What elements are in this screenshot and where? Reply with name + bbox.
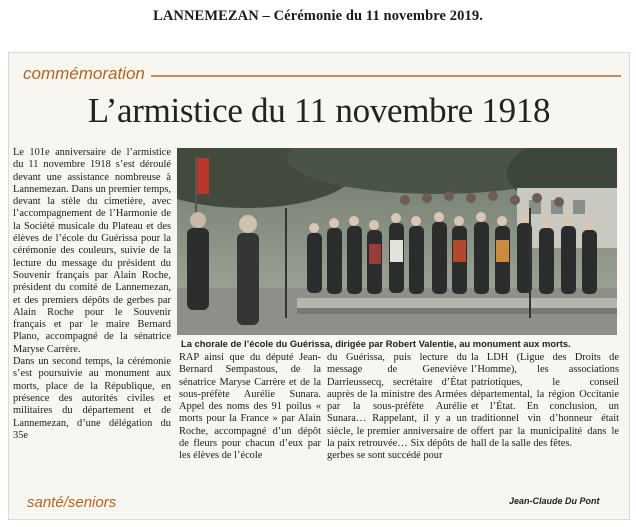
article-headline: L’armistice du 11 novembre 1918 bbox=[87, 91, 551, 130]
author-byline: Jean-Claude Du Pont bbox=[509, 496, 600, 506]
paragraph-2: Dans un second temps, la cérémonie s’est poursuivie au monument aux morts, place de la République, en présence des autorités civiles et militaires du département et de Lannemezan, d’une délégation du 35e bbox=[13, 356, 171, 441]
choir-photo-illustration bbox=[177, 148, 617, 335]
article-photo bbox=[177, 148, 617, 335]
rubric-divider bbox=[151, 75, 621, 77]
article-column-4: la LDH (Ligue des Droits de l’Homme), les associations patriotiques, le conseil départemental, la région Occitanie et l’État. En conclusion, un traditionnel vin d’honneur était offert par la municipalité dans le hall de la salle des fêtes. bbox=[471, 352, 619, 450]
photo-caption: La chorale de l’école du Guérissa, dirigée par Robert Valentie, au monument aux morts. bbox=[181, 338, 571, 349]
article-column-1 bbox=[13, 147, 171, 509]
article-column-2: RAP ainsi que du député Jean-Bernard Sempastous, de la sénatrice Maryse Carrère et de la sous-préfète Aurélie Sunara. Appel des noms des 91 poilus « morts pour la France » par Alain Roche, accompagné d’un dépôt de fleurs pour chacun d’eux par les élèves de l’école bbox=[179, 352, 321, 462]
document-caption: LANNEMEZAN – Cérémonie du 11 novembre 2019. bbox=[153, 8, 483, 24]
next-section-rubric: santé/seniors bbox=[27, 494, 120, 511]
section-rubric: commémoration bbox=[23, 64, 145, 83]
newspaper-clipping bbox=[8, 52, 630, 520]
article-column-3: du Guérissa, puis lecture du message de Geneviève Darrieussecq, secrétaire d’État auprès de la ministre des Armées par la sous-préfète Aurélie Sunara… Rappelant, il y a un siècle, le premier anniversaire de la paix retrouvée… Six dépôts de gerbes se sont succédé pour bbox=[327, 352, 467, 462]
paragraph-1: Le 101e anniversaire de l’armistice du 11 novembre 1918 s’est déroulé devant une assistance nombreuse à Lannemezan. Dans un premier temps, devant la stèle du cimetière, avec l’accompagnement de l’Harmonie de la Société musicale du Plateau et des élèves de l’école du Guérissa pour la cérémonie des couleurs, suivie de la lecture du message du président du Souvenir français par Alain Roche, président du comité de Lannemezan, et des premiers dépôts de gerbes par Alain Roche pour le Souvenir français et par le maire Bernard Plano, accompagné de la sénatrice Maryse Carrère. bbox=[13, 147, 171, 355]
